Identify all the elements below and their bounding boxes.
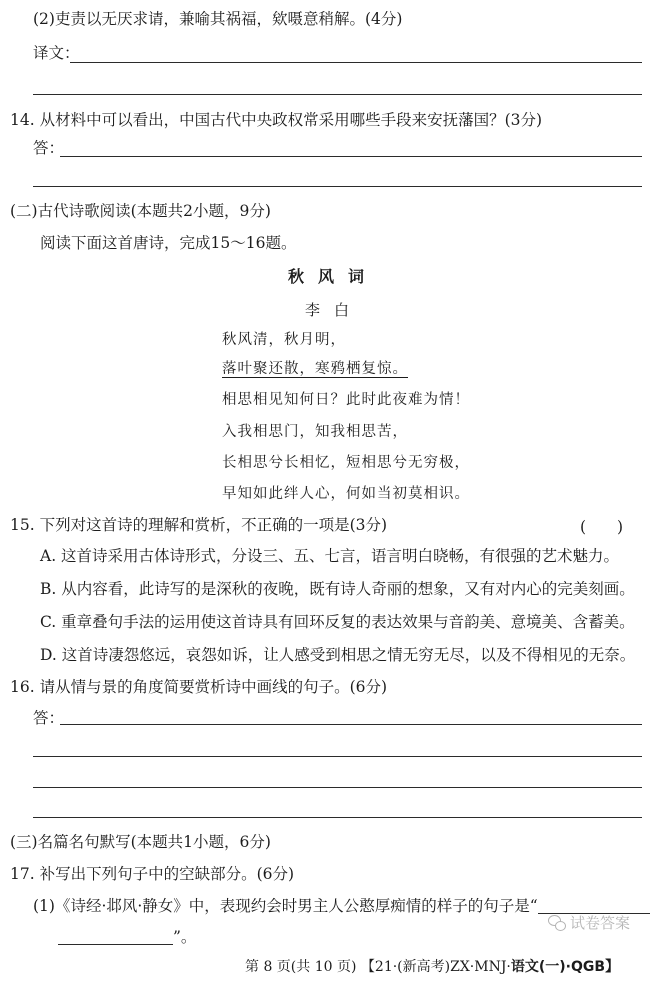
item-1-closing: ”。 [173, 928, 197, 946]
answer-line[interactable] [60, 724, 642, 725]
reading-instruction: 阅读下面这首唐诗，完成15～16题。 [40, 234, 297, 252]
option-b[interactable]: B. 从内容看，此诗写的是深秋的夜晚，既有诗人奇丽的想象，又有对内心的完美刻画。 [40, 580, 635, 598]
answer-line[interactable] [33, 817, 642, 818]
answer-line[interactable] [33, 186, 642, 187]
wechat-icon [548, 915, 566, 931]
answer-line[interactable] [33, 787, 642, 788]
section-heading-poetry: (二)古代诗歌阅读(本题共2小题，9分) [10, 202, 271, 220]
answer-label: 答： [33, 139, 65, 157]
watermark [548, 912, 630, 933]
item-1-prompt: (1)《诗经·邶风·静女》中，表现约会时男主人公憨厚痴情的样子的句子是“ [33, 897, 538, 915]
answer-line[interactable] [33, 756, 642, 757]
option-a[interactable]: A. 这首诗采用古体诗形式，分设三、五、七言，语言明白晓畅，有很强的艺术魅力。 [40, 547, 620, 565]
answer-line[interactable] [33, 94, 642, 95]
exam-subject: 语文(一)·QGB】 [510, 959, 620, 975]
watermark-text: 试卷答案 [569, 914, 630, 932]
question-15: 15. 下列对这首诗的理解和赏析，不正确的一项是(3分) [10, 516, 388, 534]
page-number: 第 8 页(共 10 页) [245, 959, 357, 975]
question-17: 17. 补写出下列句子中的空缺部分。(6分) [10, 865, 295, 883]
question-13-2: (2)吏责以无厌求请，兼喻其祸福，欸嗫意稍解。(4分) [33, 10, 403, 28]
poem-line: 相思相见知何日？此时此夜难为情！ [222, 392, 470, 408]
fill-blank[interactable] [58, 928, 173, 945]
answer-label-translation: 译文： [33, 44, 80, 62]
poem-line-underlined: 落叶聚还散，寒鸦栖复惊。 [222, 361, 408, 377]
option-d[interactable]: D. 这首诗凄怨悠远，哀怨如诉，让人感受到相思之情无穷无尽，以及不得相见的无奈。 [40, 646, 636, 664]
answer-line[interactable] [70, 62, 642, 63]
section-heading-dictation: (三)名篇名句默写(本题共1小题，6分) [10, 833, 271, 851]
question-17-item-1-cont [58, 927, 196, 947]
option-c[interactable]: C. 重章叠句手法的运用使这首诗具有回环反复的表达效果与音韵美、意境美、含蓄美。 [40, 613, 635, 631]
poem-line: 入我相思门，知我相思苦， [222, 424, 408, 440]
answer-label: 答： [33, 709, 65, 727]
poem-author: 李白 [305, 301, 364, 319]
poem-line: 长相思兮长相忆，短相思兮无穷极， [222, 455, 470, 471]
answer-paren[interactable]: ( ) [580, 518, 624, 536]
page-footer [245, 957, 619, 977]
question-16: 16. 请从情与景的角度简要赏析诗中画线的句子。(6分) [10, 678, 388, 696]
poem-line: 早知如此绊人心，何如当初莫相识。 [222, 486, 470, 502]
poem-title: 秋风词 [288, 267, 379, 286]
question-14: 14. 从材料中可以看出，中国古代中央政权常采用哪些手段来安抚藩国？(3分) [10, 111, 543, 129]
exam-code: 【21·(新高考)ZX·MNJ· [360, 959, 511, 975]
poem-line: 秋风清，秋月明， [222, 332, 346, 348]
answer-line[interactable] [60, 156, 642, 157]
